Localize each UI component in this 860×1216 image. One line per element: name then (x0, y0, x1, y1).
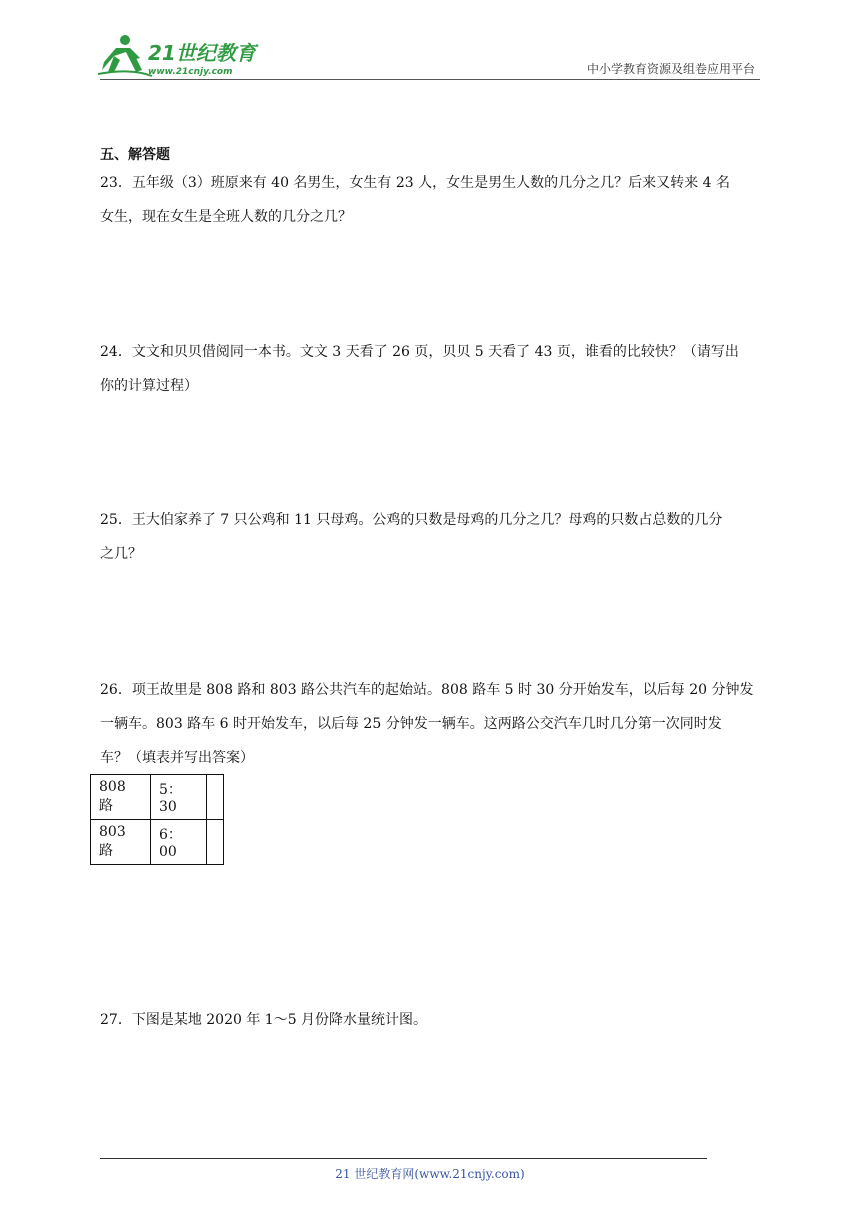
logo-url: www.21cnjy.com (148, 67, 233, 77)
time-cell: 6：00 (151, 820, 207, 865)
question-line: 女生，现在女生是全班人数的几分之几？ (100, 209, 352, 225)
route-cell: 808 路 (91, 775, 151, 820)
question-line: 23．五年级（3）班原来有 40 名男生，女生有 23 人，女生是男生人数的几分之几？后来又转来 4 名 (100, 175, 730, 191)
time-cell: 5：30 (151, 775, 207, 820)
table-row (91, 775, 224, 820)
bus-schedule-table (90, 774, 224, 865)
question-line: 27．下图是某地 2020 年 1～5 月份降水量统计图。 (100, 1012, 428, 1028)
blank-cell[interactable] (207, 775, 224, 820)
table-row (91, 820, 224, 865)
logo-text: 21世纪教育 (148, 41, 256, 65)
question-line: 之几？ (100, 546, 142, 562)
footer-divider (100, 1158, 707, 1159)
footer-source[interactable]: 21 世纪教育网(www.21cnjy.com) (335, 1167, 525, 1181)
question-27 (100, 1003, 760, 1037)
question-26 (100, 673, 760, 775)
question-25 (100, 503, 760, 571)
question-line: 25．王大伯家养了 7 只公鸡和 11 只母鸡。公鸡的只数是母鸡的几分之几？母鸡的只数占总数的几分 (100, 512, 723, 528)
site-logo (92, 32, 262, 80)
question-line: 一辆车。803 路车 6 时开始发车，以后每 25 分钟发一辆车。这两路公交汽车几时几分第一次同时发 (100, 716, 722, 732)
blank-cell[interactable] (207, 820, 224, 865)
header-divider (100, 79, 760, 80)
question-24 (100, 335, 760, 403)
section-title: 五、解答题 (100, 147, 170, 163)
question-23 (100, 166, 760, 234)
question-line: 26．项王故里是 808 路和 803 路公共汽车的起始站。808 路车 5 时 30 分开始发车，以后每 20 分钟发 (100, 682, 754, 698)
header-platform-name: 中小学教育资源及组卷应用平台 (586, 62, 755, 76)
question-line: 你的计算过程） (100, 378, 198, 394)
logo-runner-icon (92, 32, 262, 80)
route-cell: 803 路 (91, 820, 151, 865)
question-line: 车？（填表并写出答案） (100, 750, 254, 766)
question-line: 24．文文和贝贝借阅同一本书。文文 3 天看了 26 页，贝贝 5 天看了 43 页，谁看的比较快？（请写出 (100, 344, 739, 360)
